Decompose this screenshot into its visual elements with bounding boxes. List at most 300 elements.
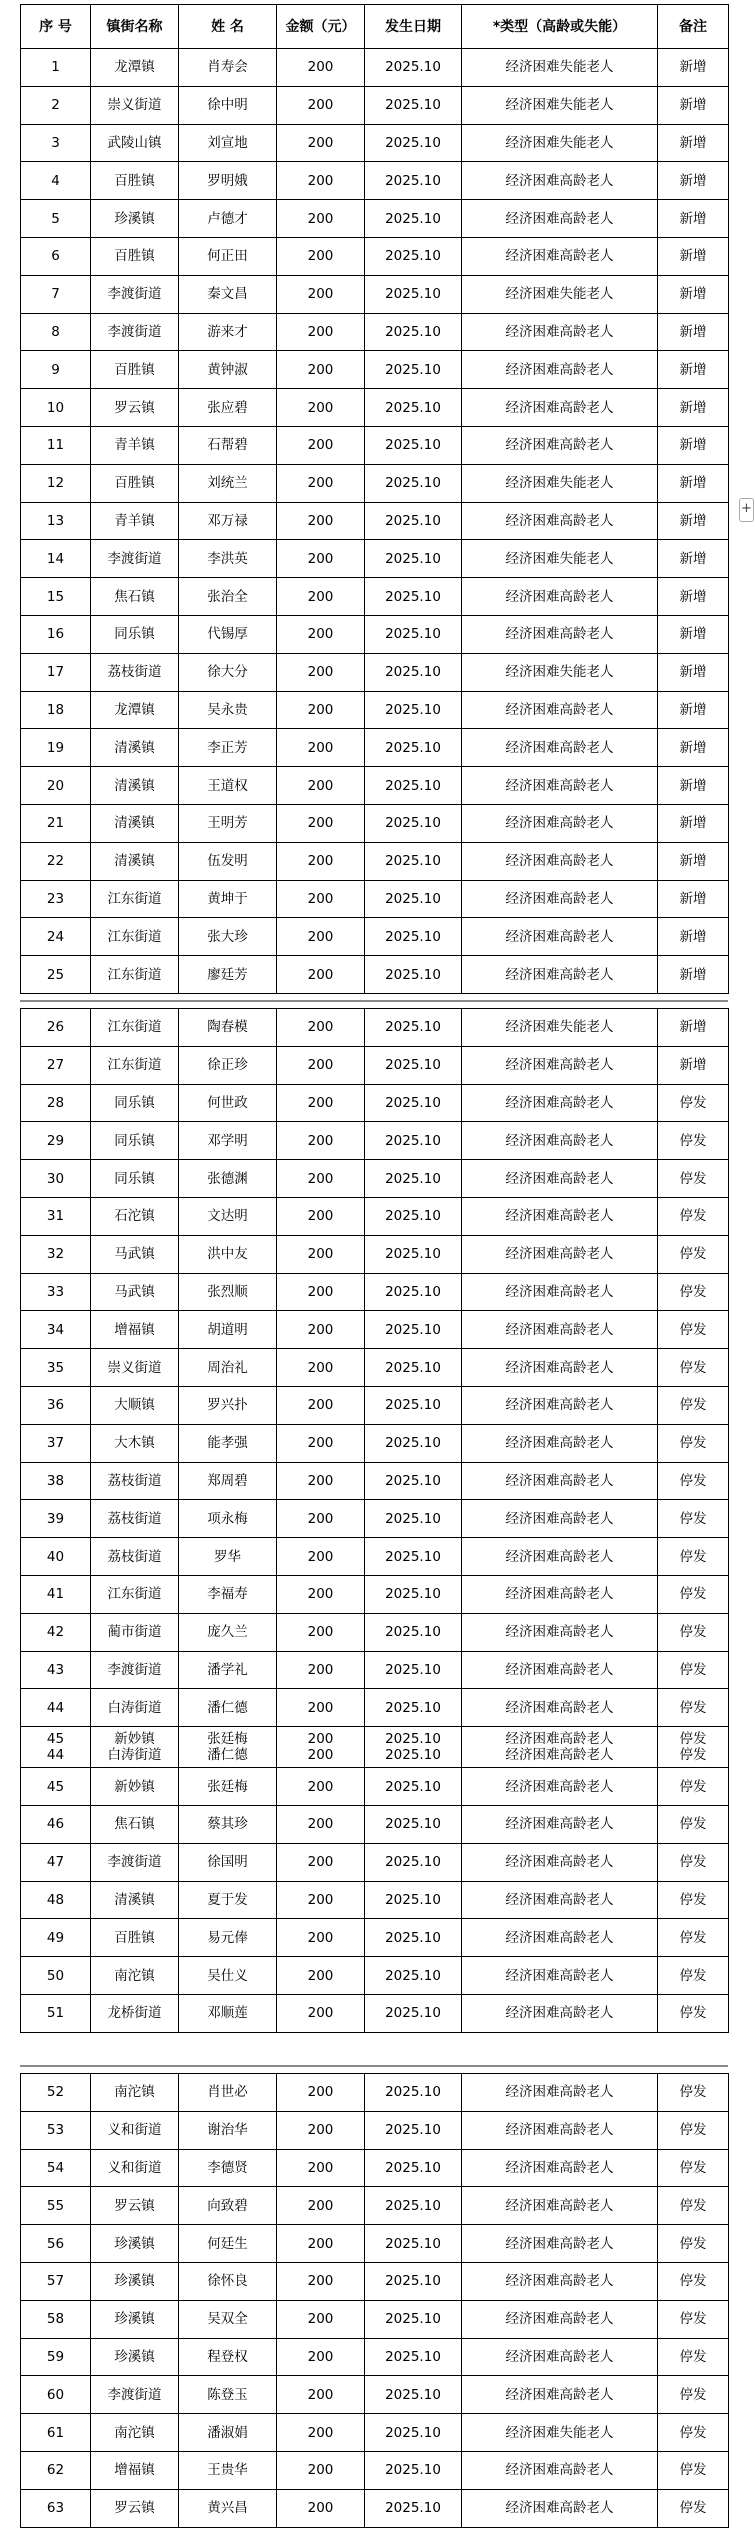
table-body-1 <box>21 49 729 994</box>
cell-seq: 13 <box>21 502 91 540</box>
cell-type: 经济困难高龄老人 <box>462 1994 658 2032</box>
cell-type: 经济困难高龄老人 <box>462 1462 658 1500</box>
cell-date: 2025.10 <box>365 124 462 162</box>
cell-seq: 18 <box>21 691 91 729</box>
cell-date: 2025.10 <box>365 389 462 427</box>
cell-remark: 新增 <box>658 162 729 200</box>
cell-town: 增福镇 <box>91 1311 179 1349</box>
cell-seq: 14 <box>21 540 91 578</box>
cell-amount: 200 <box>277 880 365 918</box>
table-row <box>21 2225 729 2263</box>
cell-town: 同乐镇 <box>91 615 179 653</box>
cell-amount: 200 <box>277 86 365 124</box>
cell-type: 经济困难失能老人 <box>462 653 658 691</box>
cell-remark: 停发 <box>658 1349 729 1387</box>
cell-type: 经济困难高龄老人 <box>462 2376 658 2414</box>
cell-date: 2025.10 <box>365 918 462 956</box>
cell-remark: 新增 <box>658 804 729 842</box>
cell-remark: 停发 <box>658 1843 729 1881</box>
table-row <box>21 1689 729 1727</box>
cell-amount: 200 <box>277 389 365 427</box>
cell-date: 2025.10 <box>365 275 462 313</box>
cell-type: 经济困难高龄老人 <box>462 1084 658 1122</box>
cell-date: 2025.10 <box>365 162 462 200</box>
cell-type: 经济困难高龄老人 经济困难高龄老人 <box>462 1727 658 1768</box>
cell-date: 2025.10 <box>365 1613 462 1651</box>
cell-remark: 停发 <box>658 1235 729 1273</box>
cell-seq: 43 <box>21 1651 91 1689</box>
cell-date: 2025.10 <box>365 1957 462 1995</box>
cell-seq: 60 <box>21 2376 91 2414</box>
cell-amount: 200 <box>277 1651 365 1689</box>
cell-town: 荔枝街道 <box>91 653 179 691</box>
cell-remark: 新增 <box>658 578 729 616</box>
cell-seq: 51 <box>21 1994 91 2032</box>
table-row <box>21 389 729 427</box>
cell-type: 经济困难高龄老人 <box>462 729 658 767</box>
cell-date: 2025.10 <box>365 2187 462 2225</box>
cell-name: 吴永贵 <box>179 691 277 729</box>
table-row <box>21 1197 729 1235</box>
cell-town: 江东街道 <box>91 1575 179 1613</box>
cell-amount: 200 <box>277 2187 365 2225</box>
cell-date: 2025.10 <box>365 1197 462 1235</box>
cell-town: 南沱镇 <box>91 1957 179 1995</box>
cell-amount: 200 <box>277 1311 365 1349</box>
cell-type: 经济困难高龄老人 <box>462 426 658 464</box>
cell-remark: 停发 <box>658 2451 729 2489</box>
cell-seq: 30 <box>21 1160 91 1198</box>
cell-seq: 24 <box>21 918 91 956</box>
cell-name: 王明芳 <box>179 804 277 842</box>
cell-amount: 200 <box>277 2262 365 2300</box>
cell-type: 经济困难高龄老人 <box>462 1160 658 1198</box>
cell-date: 2025.10 <box>365 351 462 389</box>
cell-name: 潘学礼 <box>179 1651 277 1689</box>
cell-amount: 200 <box>277 653 365 691</box>
cell-date: 2025.10 <box>365 2149 462 2187</box>
cell-name: 易元俸 <box>179 1919 277 1957</box>
expand-toggle-button[interactable]: + <box>739 498 754 522</box>
table-row <box>21 653 729 691</box>
cell-date: 2025.10 <box>365 615 462 653</box>
cell-name: 程登权 <box>179 2338 277 2376</box>
cell-town: 大木镇 <box>91 1424 179 1462</box>
table-row <box>21 351 729 389</box>
table-row <box>21 2074 729 2112</box>
table-page-2 <box>20 1008 728 2033</box>
cell-remark: 停发 <box>658 2074 729 2112</box>
cell-seq: 8 <box>21 313 91 351</box>
cell-seq: 15 <box>21 578 91 616</box>
cell-remark: 新增 <box>658 615 729 653</box>
cell-town: 马武镇 <box>91 1273 179 1311</box>
cell-remark: 停发 <box>658 1160 729 1198</box>
cell-seq: 32 <box>21 1235 91 1273</box>
cell-amount: 200 <box>277 1349 365 1387</box>
cell-town: 荔枝街道 <box>91 1500 179 1538</box>
cell-seq: 56 <box>21 2225 91 2263</box>
cell-town: 清溪镇 <box>91 729 179 767</box>
cell-town: 清溪镇 <box>91 1881 179 1919</box>
cell-remark: 新增 <box>658 842 729 880</box>
cell-amount: 200 <box>277 1919 365 1957</box>
table-row <box>21 1500 729 1538</box>
cell-remark: 新增 <box>658 237 729 275</box>
cell-town: 清溪镇 <box>91 767 179 805</box>
cell-remark: 停发 <box>658 2262 729 2300</box>
cell-amount: 200 <box>277 2414 365 2452</box>
cell-amount: 200 <box>277 1768 365 1806</box>
header-name: 姓 名 <box>179 5 277 49</box>
cell-town: 罗云镇 <box>91 389 179 427</box>
table-row <box>21 1727 729 1768</box>
cell-remark: 新增 <box>658 464 729 502</box>
table-row <box>21 578 729 616</box>
cell-town: 同乐镇 <box>91 1122 179 1160</box>
cell-remark: 新增 <box>658 275 729 313</box>
cell-town: 江东街道 <box>91 880 179 918</box>
cell-amount: 200 <box>277 842 365 880</box>
cell-name: 夏于发 <box>179 1881 277 1919</box>
table-row <box>21 2338 729 2376</box>
cell-amount: 200 <box>277 2149 365 2187</box>
table-row <box>21 2451 729 2489</box>
cell-date: 2025.10 <box>365 502 462 540</box>
cell-type: 经济困难高龄老人 <box>462 1689 658 1727</box>
cell-name: 陶春模 <box>179 1009 277 1047</box>
cell-name: 张德渊 <box>179 1160 277 1198</box>
cell-name: 代锡厚 <box>179 615 277 653</box>
cell-town: 增福镇 <box>91 2451 179 2489</box>
cell-seq: 7 <box>21 275 91 313</box>
cell-type: 经济困难高龄老人 <box>462 767 658 805</box>
cell-name: 肖寿会 <box>179 49 277 87</box>
cell-amount: 200 <box>277 2300 365 2338</box>
cell-name: 秦文昌 <box>179 275 277 313</box>
cell-amount: 200 <box>277 691 365 729</box>
cell-date: 2025.10 <box>365 1160 462 1198</box>
cell-remark: 新增 <box>658 918 729 956</box>
cell-seq: 23 <box>21 880 91 918</box>
cell-date: 2025.10 <box>365 1500 462 1538</box>
table-row <box>21 1273 729 1311</box>
cell-amount: 200 <box>277 200 365 238</box>
cell-amount: 200 <box>277 1235 365 1273</box>
table-row <box>21 49 729 87</box>
table-body-2 <box>21 1009 729 2033</box>
cell-remark: 停发 <box>658 1919 729 1957</box>
cell-town: 江东街道 <box>91 956 179 994</box>
cell-town: 焦石镇 <box>91 578 179 616</box>
cell-date: 2025.10 <box>365 578 462 616</box>
cell-type: 经济困难失能老人 <box>462 124 658 162</box>
cell-date: 2025.10 <box>365 1386 462 1424</box>
cell-town: 荔枝街道 <box>91 1538 179 1576</box>
table-row <box>21 1462 729 1500</box>
cell-town: 李渡街道 <box>91 313 179 351</box>
cell-town: 青羊镇 <box>91 426 179 464</box>
cell-town: 白涛街道 <box>91 1689 179 1727</box>
cell-type: 经济困难高龄老人 <box>462 691 658 729</box>
cell-seq: 29 <box>21 1122 91 1160</box>
cell-date: 2025.10 <box>365 1994 462 2032</box>
subsidy-table-2 <box>20 1008 729 2033</box>
cell-date: 2025.10 <box>365 1235 462 1273</box>
cell-name: 石帮碧 <box>179 426 277 464</box>
cell-date: 2025.10 <box>365 1046 462 1084</box>
table-row <box>21 1805 729 1843</box>
page-separator <box>20 2065 728 2067</box>
cell-type: 经济困难高龄老人 <box>462 2074 658 2112</box>
page-separator <box>20 1000 728 1002</box>
cell-date: 2025.10 <box>365 956 462 994</box>
cell-amount: 200 <box>277 162 365 200</box>
cell-remark: 新增 <box>658 653 729 691</box>
cell-town: 罗云镇 <box>91 2489 179 2527</box>
cell-type: 经济困难失能老人 <box>462 540 658 578</box>
table-row <box>21 2262 729 2300</box>
cell-date: 2025.10 <box>365 540 462 578</box>
cell-town: 李渡街道 <box>91 1843 179 1881</box>
cell-amount: 200 <box>277 1881 365 1919</box>
cell-type: 经济困难高龄老人 <box>462 1273 658 1311</box>
cell-type: 经济困难高龄老人 <box>462 918 658 956</box>
cell-amount: 200 <box>277 275 365 313</box>
cell-seq: 52 <box>21 2074 91 2112</box>
cell-seq: 41 <box>21 1575 91 1613</box>
cell-remark: 停发 <box>658 1197 729 1235</box>
cell-date: 2025.10 <box>365 1689 462 1727</box>
cell-amount: 200 <box>277 1689 365 1727</box>
cell-name: 张烈顺 <box>179 1273 277 1311</box>
cell-seq: 12 <box>21 464 91 502</box>
cell-seq: 37 <box>21 1424 91 1462</box>
cell-amount: 200 <box>277 615 365 653</box>
table-row <box>21 956 729 994</box>
cell-date: 2025.10 <box>365 1462 462 1500</box>
cell-seq: 22 <box>21 842 91 880</box>
cell-name: 王道权 <box>179 767 277 805</box>
cell-seq: 45 44 <box>21 1727 91 1768</box>
cell-name: 张治全 <box>179 578 277 616</box>
cell-amount: 200 <box>277 2451 365 2489</box>
table-row <box>21 2149 729 2187</box>
cell-town: 武陵山镇 <box>91 124 179 162</box>
cell-date: 2025.10 <box>365 86 462 124</box>
cell-remark: 停发 <box>658 1768 729 1806</box>
cell-date: 2025.10 <box>365 2338 462 2376</box>
cell-type: 经济困难高龄老人 <box>462 1349 658 1387</box>
table-row <box>21 2376 729 2414</box>
cell-type: 经济困难高龄老人 <box>462 2338 658 2376</box>
cell-amount: 200 <box>277 2225 365 2263</box>
cell-town: 清溪镇 <box>91 804 179 842</box>
cell-name: 刘统兰 <box>179 464 277 502</box>
cell-amount: 200 <box>277 767 365 805</box>
cell-name: 李洪英 <box>179 540 277 578</box>
cell-name: 胡道明 <box>179 1311 277 1349</box>
cell-name: 文达明 <box>179 1197 277 1235</box>
cell-town: 同乐镇 <box>91 1084 179 1122</box>
cell-name: 黄坤于 <box>179 880 277 918</box>
cell-name: 向致碧 <box>179 2187 277 2225</box>
cell-amount: 200 <box>277 2489 365 2527</box>
cell-type: 经济困难高龄老人 <box>462 1500 658 1538</box>
cell-remark: 停发 <box>658 1386 729 1424</box>
cell-amount: 200 <box>277 956 365 994</box>
cell-remark: 新增 <box>658 502 729 540</box>
cell-name: 徐中明 <box>179 86 277 124</box>
cell-date: 2025.10 <box>365 1575 462 1613</box>
cell-amount: 200 <box>277 1805 365 1843</box>
cell-name: 陈登玉 <box>179 2376 277 2414</box>
header-seq: 序 号 <box>21 5 91 49</box>
cell-town: 李渡街道 <box>91 2376 179 2414</box>
cell-remark: 停发 <box>658 2225 729 2263</box>
table-row <box>21 1122 729 1160</box>
cell-date: 2025.10 <box>365 1122 462 1160</box>
cell-seq: 27 <box>21 1046 91 1084</box>
cell-type: 经济困难高龄老人 <box>462 1651 658 1689</box>
cell-date: 2025.10 <box>365 2074 462 2112</box>
cell-date: 2025.10 <box>365 1084 462 1122</box>
cell-town: 李渡街道 <box>91 540 179 578</box>
cell-type: 经济困难高龄老人 <box>462 1768 658 1806</box>
cell-seq: 17 <box>21 653 91 691</box>
cell-seq: 49 <box>21 1919 91 1957</box>
table-row <box>21 1575 729 1613</box>
header-date: 发生日期 <box>365 5 462 49</box>
cell-seq: 28 <box>21 1084 91 1122</box>
cell-name: 李正芳 <box>179 729 277 767</box>
cell-remark: 停发 <box>658 1424 729 1462</box>
cell-seq: 10 <box>21 389 91 427</box>
cell-town: 李渡街道 <box>91 1651 179 1689</box>
cell-remark: 停发 <box>658 2338 729 2376</box>
cell-remark: 停发 <box>658 2187 729 2225</box>
cell-town: 焦石镇 <box>91 1805 179 1843</box>
cell-amount: 200 <box>277 1122 365 1160</box>
cell-town: 南沱镇 <box>91 2414 179 2452</box>
cell-name: 张廷梅 潘仁德 <box>179 1727 277 1768</box>
cell-remark: 停发 <box>658 1311 729 1349</box>
cell-type: 经济困难高龄老人 <box>462 2300 658 2338</box>
cell-amount: 200 <box>277 1160 365 1198</box>
cell-town: 蔺市街道 <box>91 1613 179 1651</box>
cell-remark: 停发 <box>658 1613 729 1651</box>
cell-seq: 59 <box>21 2338 91 2376</box>
cell-type: 经济困难失能老人 <box>462 464 658 502</box>
cell-amount: 200 <box>277 1197 365 1235</box>
cell-date: 2025.10 <box>365 1768 462 1806</box>
table-row <box>21 804 729 842</box>
table-row <box>21 1386 729 1424</box>
table-row <box>21 1538 729 1576</box>
cell-date: 2025.10 <box>365 1843 462 1881</box>
cell-remark: 新增 <box>658 767 729 805</box>
cell-date: 2025.10 <box>365 653 462 691</box>
cell-date: 2025.10 <box>365 237 462 275</box>
cell-type: 经济困难高龄老人 <box>462 313 658 351</box>
cell-seq: 21 <box>21 804 91 842</box>
cell-date: 2025.10 <box>365 1538 462 1576</box>
cell-town: 李渡街道 <box>91 275 179 313</box>
cell-town: 青羊镇 <box>91 502 179 540</box>
cell-town: 百胜镇 <box>91 162 179 200</box>
table-row <box>21 1651 729 1689</box>
table-row <box>21 502 729 540</box>
cell-seq: 57 <box>21 2262 91 2300</box>
table-row <box>21 880 729 918</box>
cell-amount: 200 <box>277 124 365 162</box>
cell-type: 经济困难高龄老人 <box>462 2111 658 2149</box>
cell-town: 珍溪镇 <box>91 200 179 238</box>
cell-town: 百胜镇 <box>91 464 179 502</box>
cell-amount: 200 <box>277 1386 365 1424</box>
cell-remark: 停发 <box>658 1957 729 1995</box>
cell-amount: 200 <box>277 804 365 842</box>
cell-town: 新妙镇 白涛街道 <box>91 1727 179 1768</box>
cell-date: 2025.10 <box>365 1919 462 1957</box>
table-row <box>21 237 729 275</box>
cell-town: 义和街道 <box>91 2111 179 2149</box>
cell-type: 经济困难高龄老人 <box>462 578 658 616</box>
cell-type: 经济困难高龄老人 <box>462 2262 658 2300</box>
cell-amount: 200 <box>277 578 365 616</box>
cell-name: 刘宣地 <box>179 124 277 162</box>
cell-amount: 200 <box>277 49 365 87</box>
cell-remark: 停发 <box>658 1881 729 1919</box>
cell-town: 罗云镇 <box>91 2187 179 2225</box>
table-row <box>21 1994 729 2032</box>
cell-date: 2025.10 <box>365 842 462 880</box>
cell-date: 2025.10 <box>365 2376 462 2414</box>
cell-town: 江东街道 <box>91 1046 179 1084</box>
cell-town: 南沱镇 <box>91 2074 179 2112</box>
cell-town: 马武镇 <box>91 1235 179 1273</box>
cell-date: 2025.10 <box>365 1009 462 1047</box>
cell-type: 经济困难高龄老人 <box>462 2489 658 2527</box>
header-type: *类型（高龄或失能） <box>462 5 658 49</box>
table-row <box>21 313 729 351</box>
cell-date: 2025.10 <box>365 1424 462 1462</box>
cell-date: 2025.10 <box>365 2262 462 2300</box>
cell-seq: 40 <box>21 1538 91 1576</box>
cell-type: 经济困难高龄老人 <box>462 1613 658 1651</box>
cell-type: 经济困难高龄老人 <box>462 2451 658 2489</box>
cell-date: 2025.10 <box>365 2225 462 2263</box>
cell-remark: 停发 <box>658 2414 729 2452</box>
cell-seq: 61 <box>21 2414 91 2452</box>
cell-remark: 新增 <box>658 389 729 427</box>
cell-name: 徐大分 <box>179 653 277 691</box>
cell-remark: 停发 <box>658 1538 729 1576</box>
table-row <box>21 1957 729 1995</box>
cell-seq: 54 <box>21 2149 91 2187</box>
table-row <box>21 426 729 464</box>
cell-type: 经济困难失能老人 <box>462 1009 658 1047</box>
cell-name: 徐国明 <box>179 1843 277 1881</box>
table-row <box>21 2187 729 2225</box>
cell-amount: 200 <box>277 1613 365 1651</box>
cell-amount: 200 <box>277 351 365 389</box>
table-row <box>21 691 729 729</box>
cell-town: 大顺镇 <box>91 1386 179 1424</box>
cell-town: 江东街道 <box>91 1009 179 1047</box>
cell-remark: 新增 <box>658 880 729 918</box>
table-row <box>21 86 729 124</box>
